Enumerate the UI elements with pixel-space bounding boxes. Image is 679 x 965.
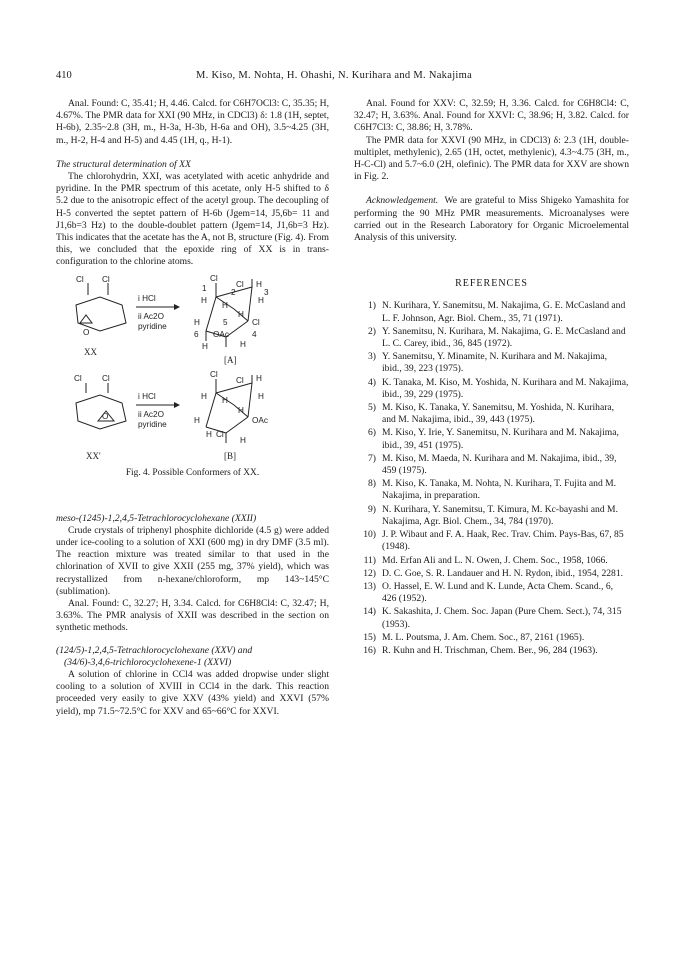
- reference-text: M. L. Poutsma, J. Am. Chem. Soc., 87, 2161 (1965).: [382, 631, 585, 643]
- locant-label: 1: [202, 283, 207, 293]
- reagent-step-2: ii Ac2O: [138, 409, 164, 419]
- reference-number: 16): [363, 644, 376, 656]
- locant-label: 6: [194, 329, 199, 339]
- reagent-step-3: pyridine: [138, 321, 167, 331]
- reference-item: [354, 568, 629, 580]
- running-authors: M. Kiso, M. Nohta, H. Ohashi, N. Kurihara and M. Nakajima: [196, 70, 473, 81]
- reference-number: 11): [363, 554, 376, 566]
- reference-number: 2): [368, 325, 376, 337]
- reference-number: 15): [363, 631, 376, 643]
- reference-item: [354, 581, 629, 605]
- conformer-b: [206, 375, 252, 443]
- reagent-step-1: i HCl: [138, 293, 156, 303]
- reference-number: 1): [368, 300, 376, 312]
- hydrogen-label: H: [258, 391, 264, 401]
- acknowledgement-text: We are grateful to Miss Shigeko Yamashita for performing the 90 MHz PMR measurements. Microanalyses were carried out in the Research Laboratory for Organic Microelemental Analysis of this university.: [354, 195, 630, 244]
- chlorine-label: Cl: [102, 373, 110, 383]
- cyclohexane-ring: [76, 297, 126, 331]
- structure-xx: [76, 283, 126, 331]
- hydrogen-label: H: [238, 309, 244, 319]
- body-paragraph: Crude crystals of triphenyl phosphite dichloride (4.5 g) were added under ice-cooling to a solution of XXI (600 mg) in dry DMF (3.5 ml). The reaction mixture was treated similar to that used in the chlorination of XVII to give XXII (255 mg, 37% yield), which was recrystallized from n-hexane/chloroform, mp 143~145°C (sublimation).: [56, 524, 329, 597]
- chlorine-label: Cl: [252, 317, 260, 327]
- hydrogen-label: H: [240, 339, 246, 349]
- reference-item: [354, 504, 629, 528]
- chlorine-label: Cl: [74, 373, 82, 383]
- analysis-paragraph: Anal. Found: C, 35.41; H, 4.46. Calcd. for C6H7OCl3: C, 35.35; H, 4.67%. The PMR data for XXI (90 MHz, in CDCl3) δ: 1.8 (1H, septet, H-6b), 2.35~2.8 (3H, m., H-3a, H-3b, H-6a and OH), 3.5~4.25 (3H, m., H-2, H-4 and H-5) and 4.45 (1H, q., H-1).: [56, 98, 329, 146]
- acknowledgement-label: Acknowledgement.: [366, 195, 439, 207]
- reference-text: N. Kurihara, Y. Sanemitsu, M. Nakajima, G. E. McCasland and L. F. Johnson, Agr. Biol. Chem., 35, 71 (1971).: [382, 300, 626, 324]
- hydrogen-label: H: [194, 415, 200, 425]
- hydrogen-label: H: [201, 295, 207, 305]
- reference-number: 3): [368, 351, 376, 363]
- reference-text: R. Kuhn and H. Trischman, Chem. Ber., 96, 284 (1963).: [382, 644, 598, 656]
- locant-label: 5: [223, 317, 228, 327]
- right-column: [354, 98, 629, 658]
- hydrogen-label: H: [222, 300, 228, 310]
- reference-item: [354, 402, 629, 426]
- oxygen-label: O: [83, 327, 90, 337]
- reference-text: Md. Erfan Ali and L. N. Owen, J. Chem. Soc., 1958, 1066.: [382, 554, 608, 566]
- reference-text: O. Hassel, E. W. Lund and K. Lunde, Acta Chem. Scand., 6, 426 (1952).: [382, 580, 614, 605]
- reference-number: 7): [368, 452, 376, 464]
- conformer-label-a: [A]: [224, 354, 237, 365]
- chlorine-label: Cl: [102, 274, 110, 284]
- body-paragraph: The PMR data for XXVI (90 MHz, in CDCl3) δ: 2.3 (1H, double-multiplet, methylenic), 2.65 (1H, octet, methylenic), 4.3~4.75 (3H, m., H-C-Cl) and 5.7~6.0 (2H, olefinic). The PMR data for XXV are shown in Fig. 2.: [354, 134, 629, 183]
- chlorine-label: Cl: [76, 274, 84, 284]
- reference-text: K. Tanaka, M. Kiso, M. Yoshida, N. Kurihara and M. Nakajima, ibid., 39, 229 (1975).: [382, 376, 629, 400]
- reference-item: [354, 300, 629, 324]
- arrowhead: [174, 402, 180, 408]
- cyclohexane-ring: [76, 395, 126, 429]
- reference-item: [354, 427, 629, 451]
- chlorine-label: Cl: [236, 279, 244, 289]
- reference-text: D. C. Goe, S. R. Landauer and H. N. Rydon, ibid., 1954, 2281.: [382, 567, 624, 579]
- references-heading: REFERENCES: [455, 278, 528, 290]
- acetoxy-label: OAc: [213, 329, 229, 339]
- locant-label: 4: [252, 329, 257, 339]
- body-paragraph: A solution of chlorine in CCl4 was added dropwise under slight cooling to a solution of XVIII in CCl4 in the dark. This reaction proceeded very easily to give XXV (43% yield) and XXVI (57% yield), mp 71.5~72.5°C for XXV and 65~66°C for XXVI.: [56, 669, 329, 717]
- reference-number: 6): [368, 427, 376, 439]
- reference-text: Y. Sanemitsu, Y. Minamite, N. Kurihara and M. Nakajima, ibid., 39, 223 (1975).: [382, 351, 607, 375]
- compound-label-xx-prime: XX': [86, 450, 101, 461]
- reference-number: 12): [363, 567, 376, 579]
- hydrogen-label: H: [201, 391, 207, 401]
- analysis-paragraph: Anal. Found for XXV: C, 32.59; H, 3.36. Calcd. for C6H8Cl4: C, 32.47; H, 3.63%. Anal. Found for XXVI: C, 38.96; H, 3.82. Calcd. for C6H7Cl3: C, 38.86; H, 3.78%.: [354, 98, 629, 134]
- reference-item: [354, 453, 629, 477]
- chlorine-label: Cl: [236, 375, 244, 385]
- hydrogen-label: H: [238, 405, 244, 415]
- reference-item: [354, 351, 629, 375]
- reference-item: [354, 555, 629, 567]
- section-heading: meso-(1245)-1,2,4,5-Tetrachlorocyclohexane (XXII): [56, 512, 257, 524]
- reference-number: 8): [368, 478, 376, 490]
- reference-text: M. Kiso, K. Tanaka, M. Nohta, N. Kurihara, T. Fujita and M. Nakajima, in preparation.: [382, 478, 617, 502]
- reference-text: Y. Sanemitsu, N. Kurihara, M. Nakajima, G. E. McCasland and L. C. Carey, ibid., 36, 845 (1972).: [382, 325, 626, 350]
- body-paragraph: The chlorohydrin, XXI, was acetylated with acetic anhydride and pyridine. In the PMR spectrum of this acetate, only H-5 shifted to δ 5.2 due to the anisotropic effect of the acetyl group. The decoupling of H-5 converted the septet pattern of H-6b (Jgem=14, J5,6b= 11 and J1,6b=3 Hz) to the double-doublet pattern (Jgem=14, J1,6b=3 Hz). This indicates that the acetate has the A, not B, structure (Fig. 4). From this, we concluded that the epoxide ring of XX is in trans-configuration to the chlorine atoms.: [56, 171, 329, 268]
- oxygen-label: O: [102, 411, 109, 421]
- reference-text: K. Sakashita, J. Chem. Soc. Japan (Pure Chem. Sect.), 74, 315 (1953).: [382, 606, 622, 630]
- analysis-paragraph: Anal. Found: C, 32.27; H, 3.34. Calcd. for C6H8Cl4: C, 32.47; H, 3.63%. The PMR analysis of XXII was described in the section on synthetic methods.: [56, 598, 329, 634]
- reference-item: [354, 326, 629, 350]
- reference-item: [354, 632, 629, 644]
- reference-text: J. P. Wibaut and F. A. Haak, Rec. Trav. Chim. Pays-Bas, 67, 85 (1948).: [382, 529, 624, 553]
- compound-label-xx: XX: [84, 346, 97, 357]
- reference-item: [354, 606, 629, 630]
- page-number: 410: [56, 70, 72, 81]
- reagent-step-1: i HCl: [138, 391, 156, 401]
- hydrogen-label: H: [222, 395, 228, 405]
- reference-list: [354, 300, 629, 657]
- chlorine-label: Cl: [216, 429, 224, 439]
- hydrogen-label: H: [256, 279, 262, 289]
- figure-caption: Fig. 4. Possible Conformers of XX.: [125, 467, 260, 478]
- hydrogen-label: H: [258, 295, 264, 305]
- hydrogen-label: H: [256, 373, 262, 383]
- hydrogen-label: H: [240, 435, 246, 445]
- section-heading: The structural determination of XX: [56, 158, 191, 170]
- chlorine-label: Cl: [210, 369, 218, 379]
- reference-number: 4): [368, 376, 376, 388]
- reference-item: [354, 529, 629, 553]
- reference-number: 9): [368, 503, 376, 515]
- reference-text: M. Kiso, K. Tanaka, Y. Sanemitsu, M. Yoshida, N. Kurihara, and M. Nakajima, ibid., 39, 443 (1975).: [382, 402, 615, 426]
- reference-text: M. Kiso, M. Maeda, N. Kurihara and M. Nakajima, ibid., 39, 459 (1975).: [382, 452, 617, 477]
- locant-label: 2: [231, 287, 236, 297]
- reference-number: 14): [363, 606, 376, 618]
- structure-xx-prime: [76, 383, 126, 429]
- running-header: [56, 70, 626, 84]
- reference-text: M. Kiso, Y. Irie, Y. Sanemitsu, N. Kurihara and M. Nakajima, ibid., 39, 451 (1975).: [382, 427, 619, 451]
- hydrogen-label: H: [194, 317, 200, 327]
- section-heading: (124/5)-1,2,4,5-Tetrachlorocyclohexane (XXV) and: [56, 644, 253, 656]
- conformer-label-b: [B]: [224, 450, 236, 461]
- left-column: [56, 98, 329, 718]
- reference-text: N. Kurihara, Y. Sanemitsu, T. Kimura, M. Kc-bayashi and M. Nakajima, Agr. Biol. Chem., 34, 784 (1970).: [382, 503, 618, 527]
- acknowledgement: [354, 195, 629, 244]
- reference-number: 13): [363, 580, 376, 592]
- arrowhead: [174, 304, 180, 310]
- hydrogen-label: H: [206, 429, 212, 439]
- acetoxy-label: OAc: [252, 415, 268, 425]
- chlorine-label: Cl: [210, 274, 218, 283]
- reference-number: 10): [363, 529, 376, 541]
- reference-item: [354, 478, 629, 502]
- epoxide-ring: [80, 315, 92, 323]
- section-heading-cont: (34/6)-3,4,6-trichlorocyclohexene-1 (XXVI): [64, 656, 232, 668]
- reagent-step-3: pyridine: [138, 419, 167, 429]
- reference-item: [354, 645, 629, 657]
- locant-label: 3: [264, 287, 269, 297]
- reference-item: [354, 377, 629, 401]
- figure-4: [56, 275, 329, 511]
- reagent-step-2: ii Ac2O: [138, 311, 164, 321]
- reference-number: 5): [368, 402, 376, 414]
- hydrogen-label: H: [202, 341, 208, 351]
